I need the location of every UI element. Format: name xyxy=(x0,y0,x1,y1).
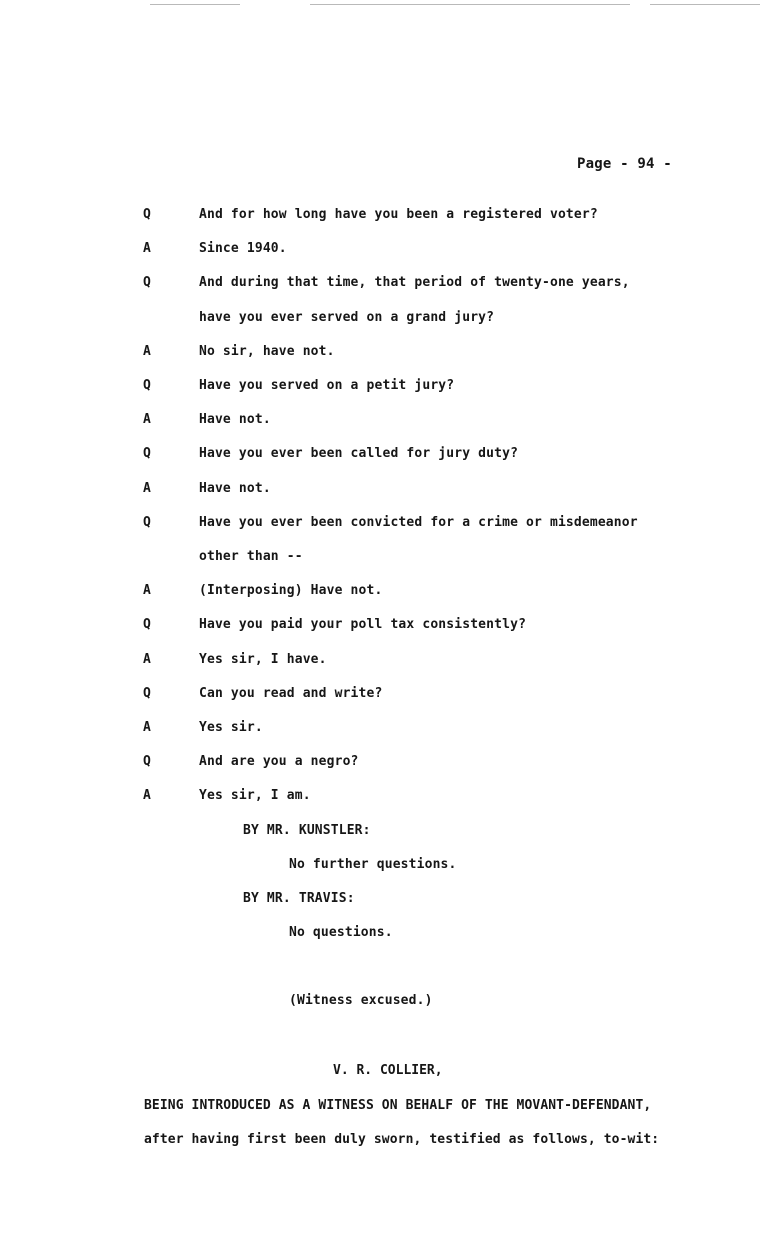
examiner-travis-heading: BY MR. TRAVIS: xyxy=(243,891,355,906)
transcript-line xyxy=(0,275,763,295)
question-marker: Q xyxy=(143,754,151,769)
transcript-line xyxy=(0,310,763,330)
transcript-line xyxy=(0,583,763,603)
answer-text: Since 1940. xyxy=(199,241,287,256)
transcript-line xyxy=(0,549,763,569)
answer-marker: A xyxy=(143,720,151,735)
scan-artifact-line xyxy=(150,4,240,5)
question-text: And are you a negro? xyxy=(199,754,359,769)
question-marker: Q xyxy=(143,275,151,290)
answer-text: Have not. xyxy=(199,481,271,496)
question-marker: Q xyxy=(143,446,151,461)
witness-intro-line: after having first been duly sworn, testified as follows, to-wit: xyxy=(144,1132,660,1147)
transcript-line xyxy=(0,720,763,740)
transcript-line xyxy=(0,241,763,261)
question-marker: Q xyxy=(143,207,151,222)
question-text: other than -- xyxy=(199,549,303,564)
scan-artifact-line xyxy=(310,4,630,5)
kunstler-remark: No further questions. xyxy=(289,857,457,872)
answer-marker: A xyxy=(143,652,151,667)
question-text: Can you read and write? xyxy=(199,686,383,701)
transcript-line xyxy=(0,481,763,501)
question-text: Have you ever been called for jury duty? xyxy=(199,446,519,461)
examiner-kunstler-heading: BY MR. KUNSTLER: xyxy=(243,823,371,838)
witness-intro-line: BEING INTRODUCED AS A WITNESS ON BEHALF OF THE MOVANT-DEFENDANT, xyxy=(144,1098,652,1113)
witness-name: V. R. COLLIER, xyxy=(333,1063,443,1078)
question-text: And for how long have you been a registered voter? xyxy=(199,207,598,222)
page-number: Page - 94 - xyxy=(577,156,672,172)
transcript-line xyxy=(0,412,763,432)
answer-marker: A xyxy=(143,788,151,803)
answer-marker: A xyxy=(143,583,151,598)
transcript-line xyxy=(0,207,763,227)
question-marker: Q xyxy=(143,686,151,701)
scan-artifact-line xyxy=(650,4,760,5)
transcript-line xyxy=(0,686,763,706)
question-marker: Q xyxy=(143,617,151,632)
answer-marker: A xyxy=(143,344,151,359)
question-marker: Q xyxy=(143,515,151,530)
transcript-line xyxy=(0,754,763,774)
answer-text: Have not. xyxy=(199,412,271,427)
question-text: Have you paid your poll tax consistently? xyxy=(199,617,527,632)
transcript-line xyxy=(0,446,763,466)
transcript-line xyxy=(0,652,763,672)
question-text: have you ever served on a grand jury? xyxy=(199,310,495,325)
question-text: Have you ever been convicted for a crime or misdemeanor xyxy=(199,515,638,530)
transcript-line xyxy=(0,378,763,398)
question-text: Have you served on a petit jury? xyxy=(199,378,455,393)
answer-text: Yes sir. xyxy=(199,720,263,735)
answer-marker: A xyxy=(143,412,151,427)
question-text: And during that time, that period of twenty-one years, xyxy=(199,275,630,290)
answer-text: Yes sir, I have. xyxy=(199,652,327,667)
transcript-line xyxy=(0,515,763,535)
answer-marker: A xyxy=(143,241,151,256)
witness-excused-note: (Witness excused.) xyxy=(289,993,433,1008)
transcript-line xyxy=(0,617,763,637)
answer-marker: A xyxy=(143,481,151,496)
question-marker: Q xyxy=(143,378,151,393)
answer-text: Yes sir, I am. xyxy=(199,788,311,803)
transcript-line xyxy=(0,344,763,364)
answer-text: No sir, have not. xyxy=(199,344,335,359)
answer-text: (Interposing) Have not. xyxy=(199,583,383,598)
travis-remark: No questions. xyxy=(289,925,393,940)
transcript-line xyxy=(0,788,763,808)
